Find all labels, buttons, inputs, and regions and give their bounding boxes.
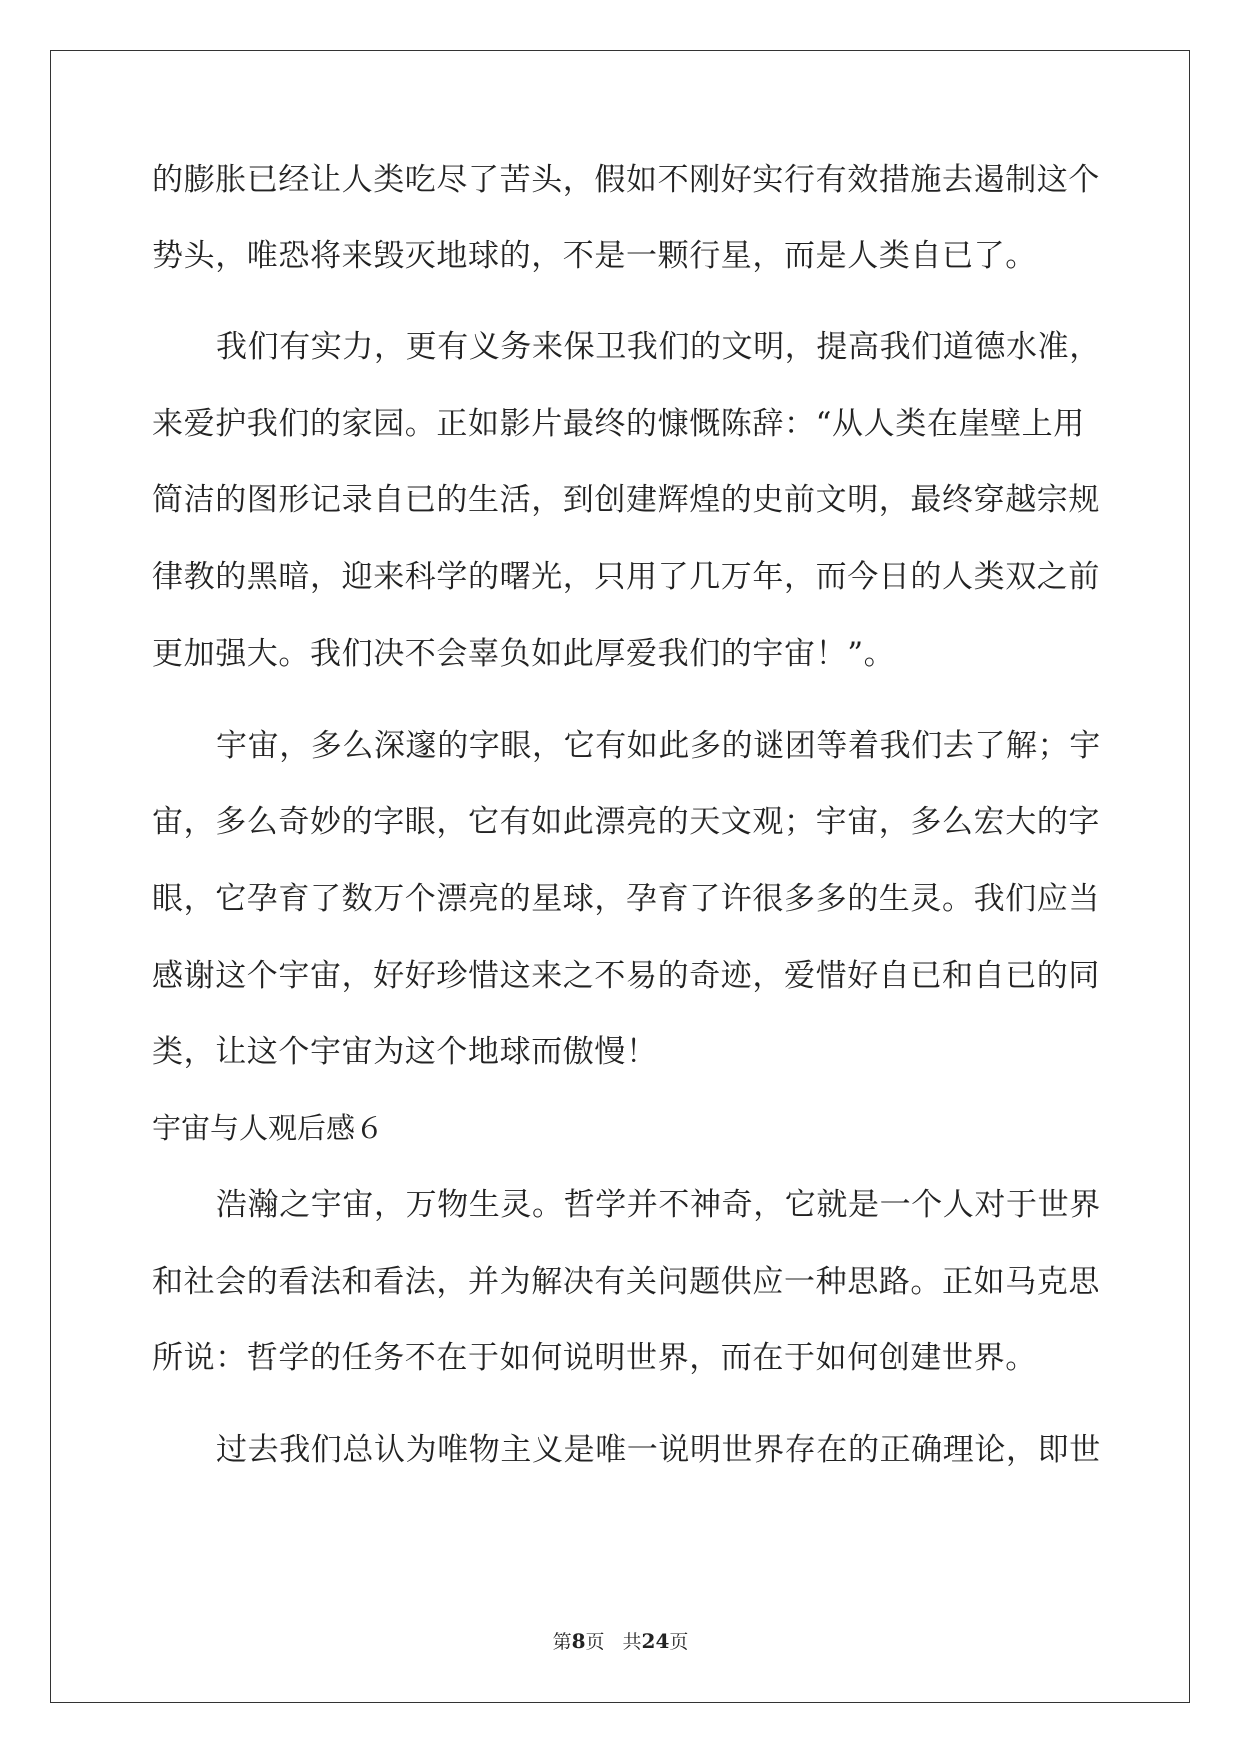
body-line-8: 宇宙，多么深邃的字眼，它有如此多的谜团等着我们去了解；宇	[216, 728, 1101, 764]
section-heading: 宇宙与人观后感６	[152, 1111, 385, 1145]
body-line-9: 宙，多么奇妙的字眼，它有如此漂亮的天文观；宇宙，多么宏大的字	[152, 804, 1100, 840]
footer-total-prefix: 共	[622, 1631, 642, 1653]
body-line-1: 的膨胀已经让人类吃尽了苦头，假如不刚好实行有效措施去遏制这个	[152, 162, 1100, 198]
body-line-7: 更加强大。我们决不会辜负如此厚爱我们的宇宙！”。	[152, 636, 896, 672]
body-line-3: 我们有实力，更有义务来保卫我们的文明，提高我们道德水准，	[216, 329, 1101, 365]
footer-page-suffix: 页	[585, 1631, 605, 1653]
body-line-15: 所说：哲学的任务不在于如何说明世界，而在于如何创建世界。	[152, 1340, 1037, 1376]
body-line-16: 过去我们总认为唯物主义是唯一说明世界存在的正确理论，即世	[216, 1432, 1101, 1468]
footer-total-suffix: 页	[669, 1631, 689, 1653]
body-line-12: 类，让这个宇宙为这个地球而傲慢！	[152, 1034, 658, 1070]
body-line-6: 律教的黑暗，迎来科学的曙光，只用了几万年，而今日的人类双之前	[152, 559, 1100, 595]
page-footer	[0, 1629, 1241, 1654]
footer-page-number: 8	[571, 1629, 586, 1653]
body-line-13: 浩瀚之宇宙，万物生灵。哲学并不神奇，它就是一个人对于世界	[216, 1187, 1101, 1223]
body-line-10: 眼，它孕育了数万个漂亮的星球，孕育了许很多多的生灵。我们应当	[152, 881, 1100, 917]
footer-page-prefix: 第	[552, 1631, 572, 1653]
body-line-2: 势头，唯恐将来毁灭地球的，不是一颗行星，而是人类自已了。	[152, 238, 1037, 274]
body-line-14: 和社会的看法和看法，并为解决有关问题供应一种思路。正如马克思	[152, 1264, 1100, 1300]
footer-total-pages: 24	[641, 1629, 670, 1653]
body-line-5: 简洁的图形记录自已的生活，到创建辉煌的史前文明，最终穿越宗规	[152, 482, 1100, 518]
body-line-11: 感谢这个宇宙，好好珍惜这来之不易的奇迹，爱惜好自已和自已的同	[152, 958, 1100, 994]
body-line-4: 来爱护我们的家园。正如影片最终的慷慨陈辞：“从人类在崖壁上用	[152, 406, 1085, 442]
